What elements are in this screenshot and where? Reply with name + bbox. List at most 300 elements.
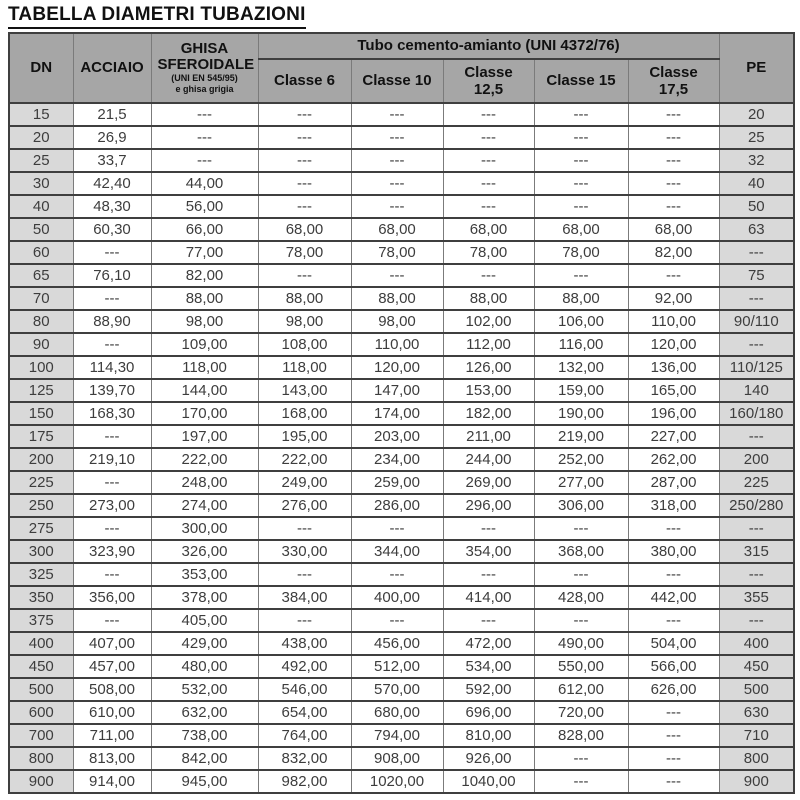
pe-cell: ---	[719, 333, 794, 356]
acciaio-cell: 48,30	[73, 195, 151, 218]
acciaio-cell: 356,00	[73, 586, 151, 609]
acciaio-cell: 88,90	[73, 310, 151, 333]
classe17-5-cell: ---	[628, 724, 719, 747]
acciaio-cell: ---	[73, 241, 151, 264]
acciaio-cell: ---	[73, 425, 151, 448]
classe17-5-cell: ---	[628, 701, 719, 724]
ghisa-cell: 82,00	[151, 264, 258, 287]
classe10-cell: ---	[351, 517, 443, 540]
classe12-5-cell: ---	[443, 126, 534, 149]
dn-cell: 300	[9, 540, 73, 563]
pe-cell: 20	[719, 103, 794, 126]
acciaio-cell: 323,90	[73, 540, 151, 563]
classe6-cell: 88,00	[258, 287, 351, 310]
ghisa-cell: 44,00	[151, 172, 258, 195]
acciaio-cell: ---	[73, 609, 151, 632]
pe-cell: 63	[719, 218, 794, 241]
classe12-5-cell: 269,00	[443, 471, 534, 494]
classe6-cell: ---	[258, 103, 351, 126]
classe17-5-cell: 380,00	[628, 540, 719, 563]
ghisa-cell: 842,00	[151, 747, 258, 770]
header-row-group	[9, 33, 794, 59]
classe12-5-cell: ---	[443, 563, 534, 586]
classe17-5-cell: 196,00	[628, 402, 719, 425]
classe6-cell: ---	[258, 149, 351, 172]
ghisa-cell: 197,00	[151, 425, 258, 448]
classe17-5-cell: 165,00	[628, 379, 719, 402]
classe12-5-cell: 354,00	[443, 540, 534, 563]
dn-cell: 350	[9, 586, 73, 609]
dn-cell: 50	[9, 218, 73, 241]
classe15-cell: ---	[534, 770, 628, 793]
classe6-cell: 330,00	[258, 540, 351, 563]
acciaio-cell: 273,00	[73, 494, 151, 517]
classe17-5-cell: 442,00	[628, 586, 719, 609]
dn-cell: 40	[9, 195, 73, 218]
classe12-5-cell: 78,00	[443, 241, 534, 264]
classe15-cell: ---	[534, 195, 628, 218]
classe12-5-cell: 182,00	[443, 402, 534, 425]
classe10-cell: 794,00	[351, 724, 443, 747]
table-row	[9, 218, 794, 241]
classe6-cell: 832,00	[258, 747, 351, 770]
dn-cell: 375	[9, 609, 73, 632]
ghisa-cell: 66,00	[151, 218, 258, 241]
dn-cell: 65	[9, 264, 73, 287]
ghisa-cell: 326,00	[151, 540, 258, 563]
classe6-cell: 98,00	[258, 310, 351, 333]
pe-cell: 25	[719, 126, 794, 149]
classe10-cell: 174,00	[351, 402, 443, 425]
pe-cell: ---	[719, 287, 794, 310]
classe15-cell: 277,00	[534, 471, 628, 494]
ghisa-cell: 222,00	[151, 448, 258, 471]
acciaio-cell: 610,00	[73, 701, 151, 724]
table-row	[9, 678, 794, 701]
table-row	[9, 632, 794, 655]
pe-cell: ---	[719, 241, 794, 264]
classe10-cell: 78,00	[351, 241, 443, 264]
classe12-5-cell: ---	[443, 264, 534, 287]
classe6-cell: 546,00	[258, 678, 351, 701]
table-row	[9, 402, 794, 425]
pe-cell: 40	[719, 172, 794, 195]
classe10-cell: 400,00	[351, 586, 443, 609]
pe-cell: 500	[719, 678, 794, 701]
classe12-5-cell: ---	[443, 517, 534, 540]
ghisa-cell: 248,00	[151, 471, 258, 494]
classe15-cell: ---	[534, 149, 628, 172]
classe12-5-cell: 810,00	[443, 724, 534, 747]
ghisa-cell: 144,00	[151, 379, 258, 402]
dn-cell: 80	[9, 310, 73, 333]
header-classe-17-5: Classe 17,5	[628, 59, 719, 103]
classe6-cell: ---	[258, 195, 351, 218]
dn-cell: 20	[9, 126, 73, 149]
classe12-5-cell: 153,00	[443, 379, 534, 402]
table-row	[9, 724, 794, 747]
header-ghisa-line1: GHISA	[180, 40, 229, 58]
table-row	[9, 770, 794, 793]
dn-cell: 100	[9, 356, 73, 379]
classe10-cell: 1020,00	[351, 770, 443, 793]
pe-cell: 200	[719, 448, 794, 471]
dn-cell: 400	[9, 632, 73, 655]
acciaio-cell: ---	[73, 471, 151, 494]
acciaio-cell: 114,30	[73, 356, 151, 379]
acciaio-cell: ---	[73, 287, 151, 310]
pe-cell: 90/110	[719, 310, 794, 333]
pipe-diameter-table	[8, 32, 795, 794]
classe10-cell: 344,00	[351, 540, 443, 563]
acciaio-cell: 21,5	[73, 103, 151, 126]
acciaio-cell: 813,00	[73, 747, 151, 770]
ghisa-cell: 532,00	[151, 678, 258, 701]
classe10-cell: ---	[351, 149, 443, 172]
classe6-cell: ---	[258, 609, 351, 632]
ghisa-cell: 77,00	[151, 241, 258, 264]
classe15-cell: 132,00	[534, 356, 628, 379]
table-row	[9, 333, 794, 356]
ghisa-cell: 945,00	[151, 770, 258, 793]
table-row	[9, 126, 794, 149]
classe12-5-cell: 68,00	[443, 218, 534, 241]
acciaio-cell: 407,00	[73, 632, 151, 655]
ghisa-cell: 632,00	[151, 701, 258, 724]
classe6-cell: ---	[258, 126, 351, 149]
pe-cell: 160/180	[719, 402, 794, 425]
classe12-5-cell: 126,00	[443, 356, 534, 379]
classe17-5-cell: 120,00	[628, 333, 719, 356]
acciaio-cell: 26,9	[73, 126, 151, 149]
classe6-cell: 249,00	[258, 471, 351, 494]
classe6-cell: 195,00	[258, 425, 351, 448]
classe10-cell: 286,00	[351, 494, 443, 517]
ghisa-cell: 405,00	[151, 609, 258, 632]
classe6-cell: ---	[258, 517, 351, 540]
classe17-5-cell: ---	[628, 770, 719, 793]
table-header	[9, 33, 794, 103]
page-title: TABELLA DIAMETRI TUBAZIONI	[8, 4, 306, 29]
ghisa-cell: 98,00	[151, 310, 258, 333]
classe6-cell: 384,00	[258, 586, 351, 609]
table-row	[9, 563, 794, 586]
table-row	[9, 655, 794, 678]
classe10-cell: 234,00	[351, 448, 443, 471]
classe15-cell: 78,00	[534, 241, 628, 264]
dn-cell: 225	[9, 471, 73, 494]
table-row	[9, 149, 794, 172]
acciaio-cell: 508,00	[73, 678, 151, 701]
ghisa-cell: 56,00	[151, 195, 258, 218]
dn-cell: 70	[9, 287, 73, 310]
classe6-cell: 78,00	[258, 241, 351, 264]
classe17-5-cell: ---	[628, 517, 719, 540]
table-row	[9, 172, 794, 195]
header-classe-10: Classe 10	[351, 59, 443, 103]
table-row	[9, 747, 794, 770]
classe10-cell: 680,00	[351, 701, 443, 724]
header-classe-6: Classe 6	[258, 59, 351, 103]
classe15-cell: 219,00	[534, 425, 628, 448]
acciaio-cell: 711,00	[73, 724, 151, 747]
dn-cell: 500	[9, 678, 73, 701]
ghisa-cell: 274,00	[151, 494, 258, 517]
classe10-cell: 570,00	[351, 678, 443, 701]
table-row	[9, 586, 794, 609]
dn-cell: 900	[9, 770, 73, 793]
pe-cell: 400	[719, 632, 794, 655]
pe-cell: 450	[719, 655, 794, 678]
classe10-cell: ---	[351, 172, 443, 195]
header-dn: DN	[9, 33, 73, 103]
classe17-5-cell: 110,00	[628, 310, 719, 333]
dn-cell: 30	[9, 172, 73, 195]
classe17-5-cell: 318,00	[628, 494, 719, 517]
classe12-5-cell: 211,00	[443, 425, 534, 448]
classe17-5-cell: 82,00	[628, 241, 719, 264]
classe6-cell: 764,00	[258, 724, 351, 747]
header-ghisa-norm: (UNI EN 545/95)	[171, 72, 238, 83]
classe12-5-cell: 88,00	[443, 287, 534, 310]
classe10-cell: ---	[351, 563, 443, 586]
classe12-5-cell: 926,00	[443, 747, 534, 770]
table-row	[9, 494, 794, 517]
classe6-cell: 118,00	[258, 356, 351, 379]
classe12-5-cell: 592,00	[443, 678, 534, 701]
pe-cell: 355	[719, 586, 794, 609]
ghisa-cell: 353,00	[151, 563, 258, 586]
classe10-cell: 120,00	[351, 356, 443, 379]
classe6-cell: ---	[258, 264, 351, 287]
classe15-cell: 612,00	[534, 678, 628, 701]
dn-cell: 250	[9, 494, 73, 517]
table-row	[9, 609, 794, 632]
pe-cell: 32	[719, 149, 794, 172]
table-row	[9, 517, 794, 540]
classe17-5-cell: 68,00	[628, 218, 719, 241]
header-pe: PE	[719, 33, 794, 103]
dn-cell: 325	[9, 563, 73, 586]
classe10-cell: ---	[351, 609, 443, 632]
pe-cell: 250/280	[719, 494, 794, 517]
table-row	[9, 103, 794, 126]
classe15-cell: 190,00	[534, 402, 628, 425]
ghisa-cell: 88,00	[151, 287, 258, 310]
classe12-5-cell: ---	[443, 609, 534, 632]
pe-cell: 800	[719, 747, 794, 770]
classe15-cell: 106,00	[534, 310, 628, 333]
pe-cell: 900	[719, 770, 794, 793]
classe17-5-cell: ---	[628, 563, 719, 586]
dn-cell: 175	[9, 425, 73, 448]
classe6-cell: 108,00	[258, 333, 351, 356]
classe15-cell: ---	[534, 172, 628, 195]
acciaio-cell: 42,40	[73, 172, 151, 195]
classe15-cell: ---	[534, 264, 628, 287]
classe12-5-cell: ---	[443, 149, 534, 172]
pe-cell: ---	[719, 609, 794, 632]
table-row	[9, 540, 794, 563]
classe12-5-cell: 112,00	[443, 333, 534, 356]
classe10-cell: ---	[351, 126, 443, 149]
classe6-cell: 654,00	[258, 701, 351, 724]
dn-cell: 90	[9, 333, 73, 356]
classe10-cell: 68,00	[351, 218, 443, 241]
acciaio-cell: 457,00	[73, 655, 151, 678]
classe17-5-cell: 287,00	[628, 471, 719, 494]
pe-cell: 630	[719, 701, 794, 724]
ghisa-cell: ---	[151, 103, 258, 126]
dn-cell: 25	[9, 149, 73, 172]
dn-cell: 15	[9, 103, 73, 126]
classe17-5-cell: 227,00	[628, 425, 719, 448]
acciaio-cell: 139,70	[73, 379, 151, 402]
pe-cell: ---	[719, 517, 794, 540]
pe-cell: 140	[719, 379, 794, 402]
acciaio-cell: 219,10	[73, 448, 151, 471]
table-row	[9, 425, 794, 448]
dn-cell: 600	[9, 701, 73, 724]
classe10-cell: 88,00	[351, 287, 443, 310]
classe6-cell: 276,00	[258, 494, 351, 517]
pe-cell: 110/125	[719, 356, 794, 379]
pe-cell: 75	[719, 264, 794, 287]
classe12-5-cell: 414,00	[443, 586, 534, 609]
classe15-cell: 828,00	[534, 724, 628, 747]
classe17-5-cell: ---	[628, 195, 719, 218]
classe6-cell: 68,00	[258, 218, 351, 241]
classe10-cell: 512,00	[351, 655, 443, 678]
pe-cell: 50	[719, 195, 794, 218]
classe15-cell: ---	[534, 747, 628, 770]
classe10-cell: 147,00	[351, 379, 443, 402]
header-ghisa-note: e ghisa grigia	[175, 83, 234, 94]
classe15-cell: 159,00	[534, 379, 628, 402]
ghisa-cell: 738,00	[151, 724, 258, 747]
classe15-cell: 252,00	[534, 448, 628, 471]
table-row	[9, 310, 794, 333]
ghisa-cell: 429,00	[151, 632, 258, 655]
classe12-5-cell: ---	[443, 172, 534, 195]
classe15-cell: ---	[534, 563, 628, 586]
classe12-5-cell: ---	[443, 103, 534, 126]
classe17-5-cell: ---	[628, 609, 719, 632]
classe6-cell: 222,00	[258, 448, 351, 471]
table-row	[9, 471, 794, 494]
classe15-cell: 306,00	[534, 494, 628, 517]
classe15-cell: 720,00	[534, 701, 628, 724]
classe17-5-cell: ---	[628, 747, 719, 770]
classe12-5-cell: 244,00	[443, 448, 534, 471]
header-classe-12-5: Classe 12,5	[443, 59, 534, 103]
classe15-cell: ---	[534, 126, 628, 149]
table-row	[9, 701, 794, 724]
classe15-cell: ---	[534, 517, 628, 540]
ghisa-cell: 170,00	[151, 402, 258, 425]
classe17-5-cell: 504,00	[628, 632, 719, 655]
acciaio-cell: ---	[73, 333, 151, 356]
classe10-cell: ---	[351, 264, 443, 287]
classe6-cell: 168,00	[258, 402, 351, 425]
pe-cell: 225	[719, 471, 794, 494]
table-body	[9, 103, 794, 793]
classe17-5-cell: ---	[628, 126, 719, 149]
header-tubo-group: Tubo cemento-amianto (UNI 4372/76)	[258, 33, 719, 59]
classe17-5-cell: ---	[628, 149, 719, 172]
classe15-cell: 68,00	[534, 218, 628, 241]
classe6-cell: 143,00	[258, 379, 351, 402]
classe10-cell: 908,00	[351, 747, 443, 770]
dn-cell: 125	[9, 379, 73, 402]
dn-cell: 60	[9, 241, 73, 264]
ghisa-cell: 480,00	[151, 655, 258, 678]
classe12-5-cell: 534,00	[443, 655, 534, 678]
dn-cell: 450	[9, 655, 73, 678]
classe17-5-cell: ---	[628, 172, 719, 195]
classe10-cell: ---	[351, 103, 443, 126]
classe12-5-cell: 1040,00	[443, 770, 534, 793]
ghisa-cell: 378,00	[151, 586, 258, 609]
classe17-5-cell: 626,00	[628, 678, 719, 701]
ghisa-cell: 300,00	[151, 517, 258, 540]
dn-cell: 700	[9, 724, 73, 747]
classe17-5-cell: ---	[628, 264, 719, 287]
table-row	[9, 448, 794, 471]
classe10-cell: ---	[351, 195, 443, 218]
header-ghisa	[151, 33, 258, 103]
table-row	[9, 356, 794, 379]
classe15-cell: 116,00	[534, 333, 628, 356]
ghisa-cell: ---	[151, 149, 258, 172]
classe17-5-cell: ---	[628, 103, 719, 126]
classe17-5-cell: 566,00	[628, 655, 719, 678]
classe12-5-cell: 696,00	[443, 701, 534, 724]
dn-cell: 200	[9, 448, 73, 471]
acciaio-cell: 914,00	[73, 770, 151, 793]
classe10-cell: 456,00	[351, 632, 443, 655]
classe10-cell: 203,00	[351, 425, 443, 448]
classe6-cell: 438,00	[258, 632, 351, 655]
header-acciaio: ACCIAIO	[73, 33, 151, 103]
classe15-cell: 550,00	[534, 655, 628, 678]
acciaio-cell: ---	[73, 563, 151, 586]
acciaio-cell: 168,30	[73, 402, 151, 425]
table-row	[9, 379, 794, 402]
table-row	[9, 195, 794, 218]
classe15-cell: ---	[534, 103, 628, 126]
dn-cell: 150	[9, 402, 73, 425]
classe15-cell: ---	[534, 609, 628, 632]
classe10-cell: 259,00	[351, 471, 443, 494]
acciaio-cell: 33,7	[73, 149, 151, 172]
classe17-5-cell: 136,00	[628, 356, 719, 379]
classe12-5-cell: 296,00	[443, 494, 534, 517]
classe12-5-cell: 102,00	[443, 310, 534, 333]
table-row	[9, 264, 794, 287]
classe10-cell: 98,00	[351, 310, 443, 333]
classe6-cell: 982,00	[258, 770, 351, 793]
classe6-cell: ---	[258, 563, 351, 586]
ghisa-cell: ---	[151, 126, 258, 149]
pe-cell: 710	[719, 724, 794, 747]
acciaio-cell: ---	[73, 517, 151, 540]
ghisa-cell: 118,00	[151, 356, 258, 379]
classe12-5-cell: 472,00	[443, 632, 534, 655]
ghisa-cell: 109,00	[151, 333, 258, 356]
classe10-cell: 110,00	[351, 333, 443, 356]
dn-cell: 800	[9, 747, 73, 770]
